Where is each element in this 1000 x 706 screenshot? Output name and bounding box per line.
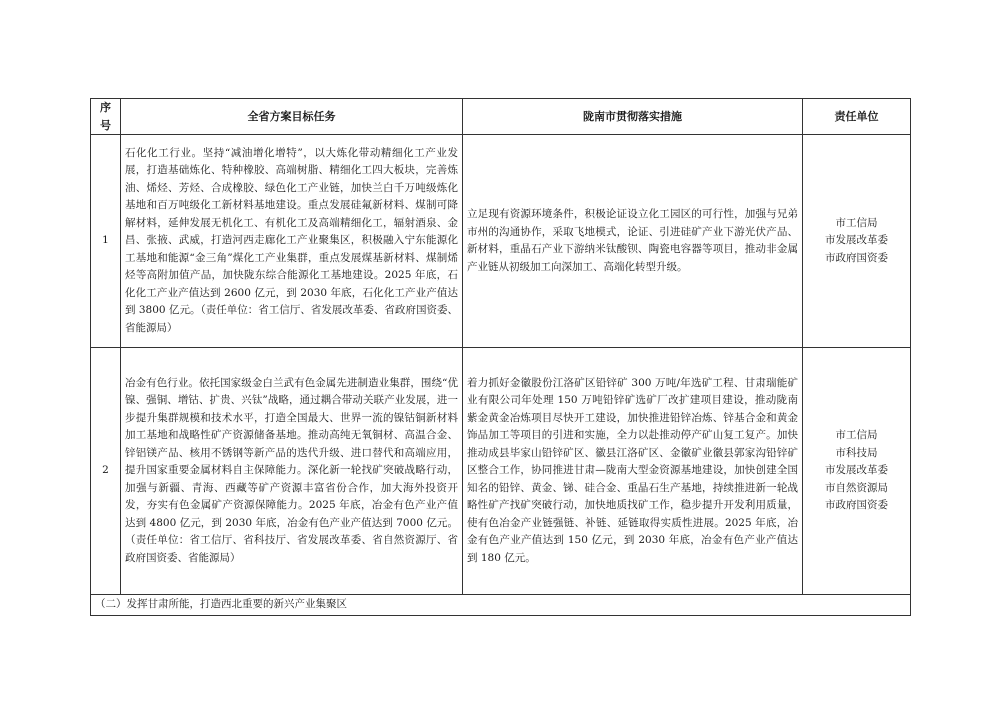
unit-item: 市政府国资委 xyxy=(825,251,888,264)
unit-item: 市工信局 xyxy=(835,216,878,229)
table-header-row xyxy=(91,99,911,135)
header-task: 全省方案目标任务 xyxy=(121,99,463,135)
unit-item: 市发展改革委 xyxy=(825,464,888,477)
unit-item: 市发展改革委 xyxy=(825,234,888,247)
section-row xyxy=(91,595,911,616)
measures-table xyxy=(90,98,911,616)
row-measure: 立足现有资源环境条件，积极论证设立化工园区的可行性，加强与兄弟市州的沟通协作，采取飞地模式，论证、引进硅矿产业下游光伏产品、新材料，重晶石产业下游纳米钛酸钡、陶瓷电容器等项目，推动非金属产业链从初级加工向深加工、高端化转型升级。 xyxy=(463,135,803,348)
row-seq: 1 xyxy=(91,135,121,348)
table-row xyxy=(91,348,911,595)
header-unit: 责任单位 xyxy=(803,99,911,135)
row-units xyxy=(803,135,911,348)
table-row xyxy=(91,135,911,348)
row-seq: 2 xyxy=(91,348,121,595)
unit-item: 市工信局 xyxy=(835,429,878,442)
row-units xyxy=(803,348,911,595)
row-task: 冶金有色行业。依托国家级金白兰武有色金属先进制造业集群，围绕“优镍、强铜、增钴、扩贵、兴钛”战略，通过耦合带动关联产业发展，进一步提升集群规模和技术水平，打造全国最大、世界一流的镍钴铜新材料加工基地和战略性矿产资源储备基地。推动高纯无氧铜材、高温合金、锌铝镁产品、核用不锈钢等新产品的迭代升级、进口替代和高端应用，提升国家重要金属材料自主保障能力。深化新一轮找矿突破战略行动，加强与新疆、青海、西藏等矿产资源丰富省份合作，加大海外投资开发，夯实有色金属矿产资源保障能力。2025 年底，冶金有色产业产值达到 4800 亿元，到 2030 年底，冶金有色产业产值达到 7000 亿元。（责任单位：省工信厅、省科技厅、省发展改革委、省自然资源厅、省政府国资委、省能源局） xyxy=(121,348,463,595)
row-task: 石化化工行业。坚持“减油增化增特”，以大炼化带动精细化工产业发展，打造基础炼化、特种橡胶、高端树脂、精细化工四大板块，完善炼油、烯烃、芳烃、合成橡胶、绿色化工产业链，加快兰白千万吨级炼化基地和百万吨级化工新材料基地建设。重点发展硅氟新材料、煤制可降解材料，延伸发展无机化工、有机化工及高端精细化工，辐射酒泉、金昌、张掖、武威，打造河西走廊化工产业聚集区，积极融入宁东能源化工基地和能源“金三角”煤化工产业集群，重点发展煤基新材料、煤制烯烃等高附加值产品，加快陇东综合能源化工基地建设。2025 年底，石化化工产业产值达到 2600 亿元，到 2030 年底，石化化工产业产值达到 3800 亿元。（责任单位：省工信厅、省发展改革委、省政府国资委、省能源局） xyxy=(121,135,463,348)
unit-item: 市政府国资委 xyxy=(825,499,888,512)
header-measure: 陇南市贯彻落实措施 xyxy=(463,99,803,135)
row-measure: 着力抓好金徽股份江洛矿区铅锌矿 300 万吨/年选矿工程、甘肃瑞能矿业有限公司年处理 150 万吨铅锌矿选矿厂改扩建项目建设，推动陇南紫金黄金冶炼项目尽快开工建设，加快推进铅锌冶炼、锌基合金和黄金饰品加工等项目的引进和实施，全力以赴推动停产矿山复工复产。加快推动成县毕家山铅锌矿区、徽县江洛矿区、金徽矿业徽县郭家沟铅锌矿区整合工作，协同推进甘肃—陇南大型金资源基地建设，加快创建全国知名的铅锌、黄金、锑、硅合金、重晶石生产基地，持续推进新一轮战略性矿产找矿突破行动，加快地质找矿工作，稳步提升开发利用质量，使有色冶金产业链强链、补链、延链取得实质性进展。2025 年底，冶金有色产业产值达到 150 亿元，到 2030 年底，冶金有色产业产值达到 180 亿元。 xyxy=(463,348,803,595)
unit-item: 市自然资源局 xyxy=(825,481,888,494)
unit-item: 市科技局 xyxy=(835,446,878,459)
section-heading: （二）发挥甘肃所能，打造西北重要的新兴产业集聚区 xyxy=(91,595,911,616)
header-seq: 序号 xyxy=(91,99,121,135)
